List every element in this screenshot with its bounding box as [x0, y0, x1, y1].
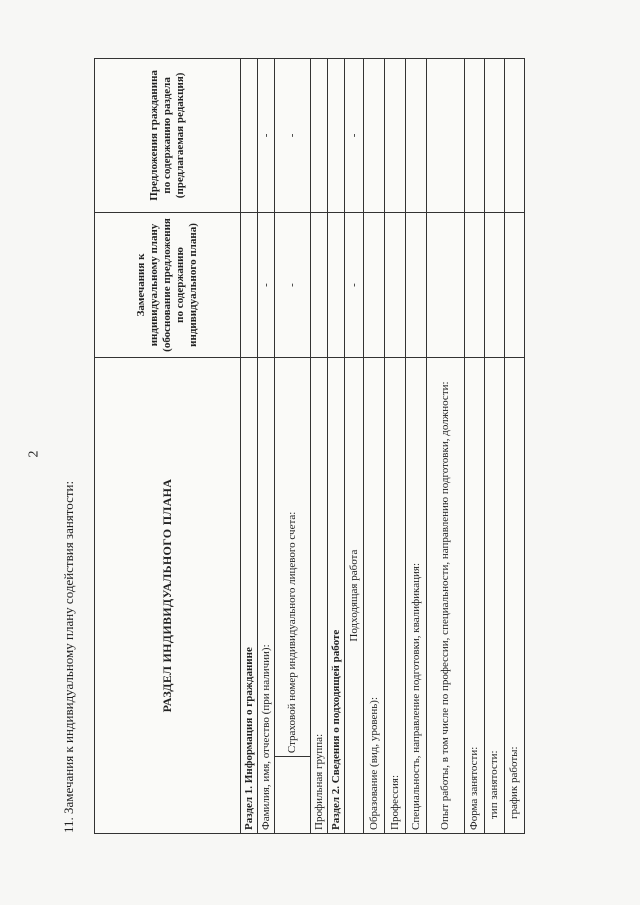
- table-row: [427, 59, 465, 834]
- employment-form-label: Форма занятости:: [465, 358, 485, 834]
- table-cell: [427, 212, 465, 357]
- table-row: [311, 59, 328, 834]
- education-label: Образование (вид, уровень):: [364, 358, 385, 834]
- table-row: [485, 59, 505, 834]
- table-cell: [328, 212, 345, 357]
- specialty-label: Специальность, направление подготовки, квалификация:: [406, 358, 427, 834]
- header-proposals-column: Предложения гражданина по содержанию раздела (предлагаемая редакция): [95, 59, 241, 213]
- remarks-table: [94, 58, 525, 834]
- snils-proposal: -: [275, 59, 311, 213]
- table-header-row: [95, 59, 241, 834]
- table-row: [406, 59, 427, 834]
- page-number: 2: [26, 450, 42, 458]
- snils-label: Страховой номер индивидуального лицевого счета:: [275, 358, 311, 757]
- table-cell: [485, 59, 505, 213]
- suitable-work-remark: -: [345, 212, 364, 357]
- table-cell: [385, 59, 406, 213]
- experience-label: Опыт работы, в том числе по профессии, специальности, направлению подготовки, должности:: [427, 358, 465, 834]
- remarks-table-container: [94, 58, 520, 834]
- work-schedule-label: график работы:: [505, 358, 525, 834]
- table-row: [385, 59, 406, 834]
- header-section-column: РАЗДЕЛ ИНДИВИДУАЛЬНОГО ПЛАНА: [95, 358, 241, 834]
- section-note: 11. Замечания к индивидуальному плану содействия занятости:: [61, 480, 76, 833]
- table-cell: [465, 212, 485, 357]
- profession-label: Профессия:: [385, 358, 406, 834]
- suitable-work-label: Подходящая работа: [345, 358, 364, 834]
- table-cell: [385, 212, 406, 357]
- table-cell: [364, 212, 385, 357]
- table-cell: [406, 59, 427, 213]
- table-cell: [275, 757, 311, 834]
- table-row: [345, 59, 364, 834]
- table-row: [505, 59, 525, 834]
- table-cell: [241, 212, 258, 357]
- table-cell: [505, 59, 525, 213]
- table-row: [465, 59, 485, 834]
- profile-group-label: Профильная группа:: [311, 358, 328, 834]
- table-cell: [505, 212, 525, 357]
- snils-remark: -: [275, 212, 311, 357]
- employment-type-label: тип занятости:: [485, 358, 505, 834]
- full-name-proposal: -: [258, 59, 275, 213]
- section1-title: Раздел 1. Информация о гражданине: [241, 358, 258, 834]
- table-cell: [465, 59, 485, 213]
- suitable-work-proposal: -: [345, 59, 364, 213]
- section2-title: Раздел 2. Сведения о подходящей работе: [328, 358, 345, 834]
- table-cell: [328, 59, 345, 213]
- table-row: [364, 59, 385, 834]
- full-name-label: Фамилия, имя, отчество (при наличии):: [258, 358, 275, 834]
- table-cell: [311, 212, 328, 357]
- table-row: [328, 59, 345, 834]
- full-name-remark: -: [258, 212, 275, 357]
- table-cell: [406, 212, 427, 357]
- table-row: [258, 59, 275, 834]
- table-cell: [364, 59, 385, 213]
- table-cell: [485, 212, 505, 357]
- table-cell: [427, 59, 465, 213]
- header-remarks-column: Замечания к индивидуальному плану (обоснование предложения по содержанию индивидуального плана): [95, 212, 241, 357]
- table-cell: [311, 59, 328, 213]
- table-row: [275, 59, 311, 834]
- table-cell: [241, 59, 258, 213]
- table-row: [241, 59, 258, 834]
